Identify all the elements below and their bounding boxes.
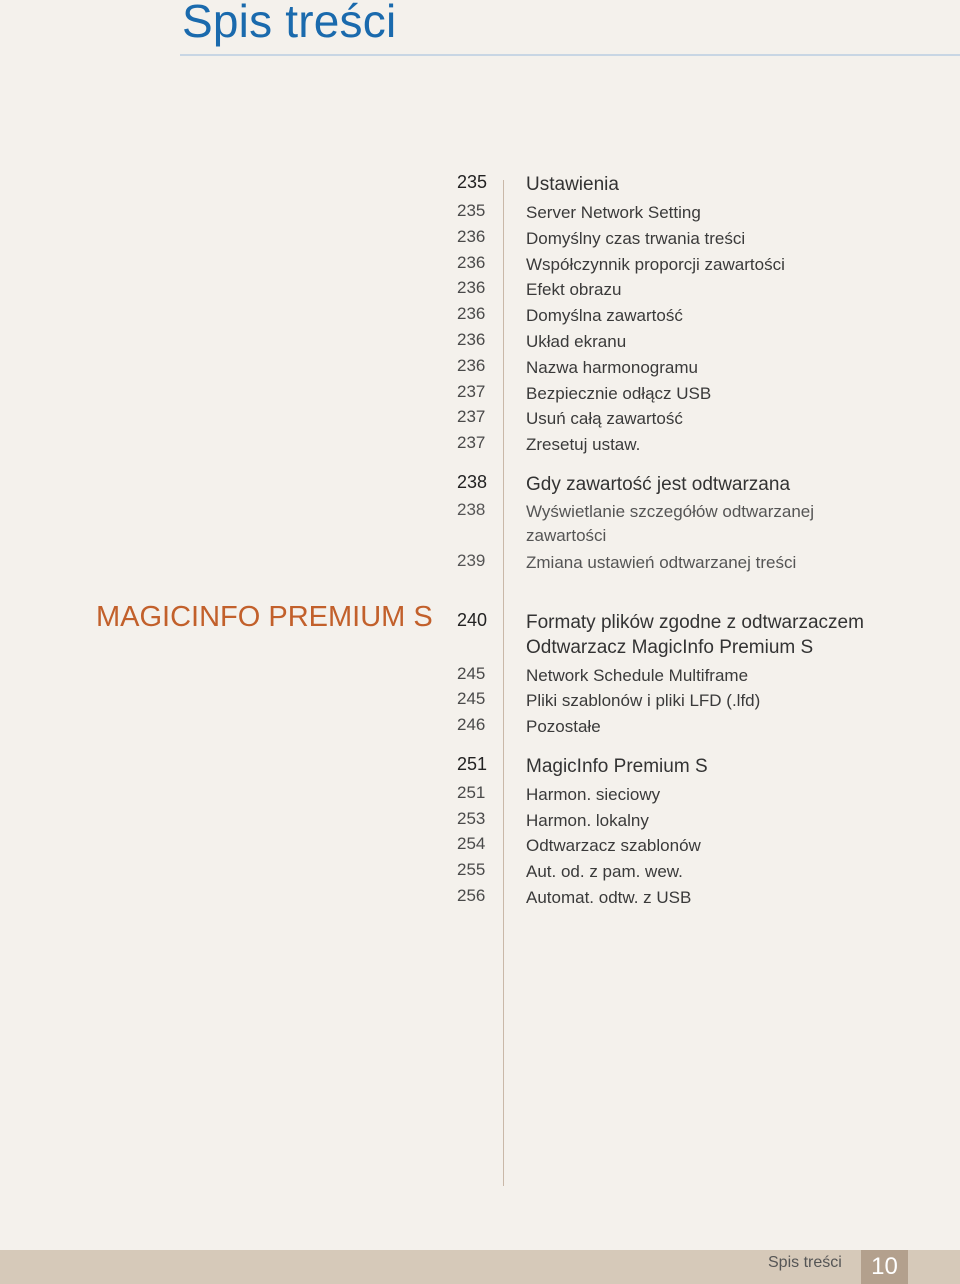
- toc-entry-text: Efekt obrazu: [526, 280, 622, 299]
- toc-page-number: 253: [457, 809, 486, 828]
- toc-page-number: 235: [457, 172, 488, 192]
- toc-page-number: 236: [457, 330, 486, 349]
- toc-page-number: 251: [457, 754, 488, 774]
- toc-entry-text: Zresetuj ustaw.: [526, 435, 641, 454]
- toc-entry-text: Domyślna zawartość: [526, 306, 683, 325]
- toc-page-number: 255: [457, 860, 486, 879]
- toc-page-number: 254: [457, 834, 486, 853]
- toc-entry-text: Network Schedule Multiframe: [526, 666, 749, 685]
- toc-page-number: 239: [457, 551, 486, 570]
- toc-heading-text: Ustawienia: [526, 174, 619, 195]
- toc-page-number: 237: [457, 433, 486, 452]
- toc-page-number: 251: [457, 783, 486, 802]
- footer-page-number: 10: [861, 1250, 908, 1284]
- toc-entry-text: Współczynnik proporcji zawartości: [526, 255, 785, 274]
- toc-page-number: 236: [457, 356, 486, 375]
- toc-page-number: 236: [457, 278, 486, 297]
- footer-label: Spis treści: [768, 1254, 842, 1271]
- toc-entry-text: Odtwarzacz szablonów: [526, 836, 701, 855]
- toc-page-number: 237: [457, 382, 486, 401]
- toc-entry-text: Usuń całą zawartość: [526, 409, 683, 428]
- toc-entry-text: Aut. od. z pam. wew.: [526, 862, 683, 881]
- toc-page-number: 246: [457, 715, 486, 734]
- vertical-divider: [503, 180, 504, 1186]
- toc-page-number: 238: [457, 472, 488, 492]
- toc-entry-text: Server Network Setting: [526, 203, 701, 222]
- toc-entry-text: Harmon. sieciowy: [526, 785, 661, 804]
- toc-heading-text: Formaty plików zgodne z odtwarzaczem Odtwarzacz MagicInfo Premium S: [526, 612, 864, 658]
- toc-page-number: 236: [457, 227, 486, 246]
- toc-entry-text: Nazwa harmonogramu: [526, 358, 698, 377]
- toc-page-number: 240: [457, 610, 488, 630]
- toc-page-number: 238: [457, 500, 486, 519]
- toc-entry-text: Pozostałe: [526, 717, 601, 736]
- toc-heading-text: MagicInfo Premium S: [526, 756, 708, 777]
- toc-heading-text: Gdy zawartość jest odtwarzana: [526, 474, 791, 495]
- toc-entry-text: Domyślny czas trwania treści: [526, 229, 746, 248]
- toc-entry-text: Harmon. lokalny: [526, 811, 649, 830]
- toc-entry-text: Układ ekranu: [526, 332, 627, 351]
- page-title: Spis treści: [182, 0, 397, 47]
- toc-entry-text: Zmiana ustawień odtwarzanej treści: [526, 553, 797, 572]
- toc-entry-text: Pliki szablonów i pliki LFD (.lfd): [526, 691, 761, 710]
- toc-page-number: 245: [457, 689, 486, 708]
- title-divider: [180, 54, 960, 56]
- toc-page-number: 236: [457, 253, 486, 272]
- toc-page-number: 245: [457, 664, 486, 683]
- toc-entry-text: Wyświetlanie szczegółów odtwarzanej zawartości: [526, 502, 815, 545]
- toc-page-number: 236: [457, 304, 486, 323]
- toc-page-number: 237: [457, 407, 486, 426]
- toc-entry-text: Automat. odtw. z USB: [526, 888, 692, 907]
- toc-page-number: 256: [457, 886, 486, 905]
- toc-page-number: 235: [457, 201, 486, 220]
- section-label: MAGICINFO PREMIUM S: [96, 601, 433, 633]
- toc-entry-text: Bezpiecznie odłącz USB: [526, 384, 712, 403]
